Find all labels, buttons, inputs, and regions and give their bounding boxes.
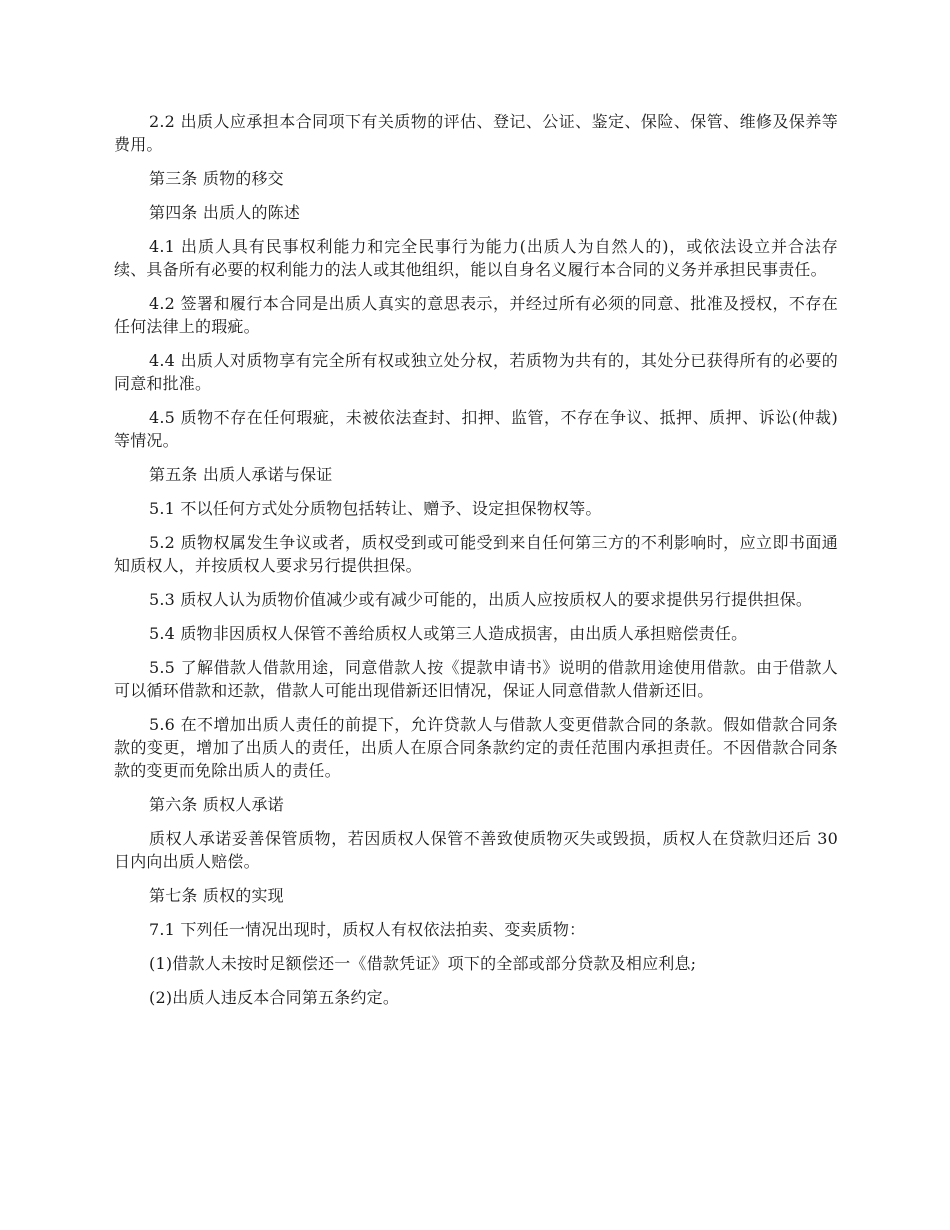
clause-7-1-item-2: (2)出质人违反本合同第五条约定。 xyxy=(149,988,400,1007)
clause-4-2: 4.2 签署和履行本合同是出质人真实的意思表示，并经过所有必须的同意、批准及授权，不存在任何法律上的瑕疵。 xyxy=(114,294,838,336)
clause-4-1: 4.1 出质人具有民事权利能力和完全民事行为能力(出质人为自然人的)，或依法设立并合法存续、具备所有必要的权利能力的法人或其他组织，能以自身名义履行本合同的义务并承担民事责任。 xyxy=(114,237,838,279)
clause-7-1: 7.1 下列任一情况出现时，质权人有权依法拍卖、变卖质物： xyxy=(149,920,586,939)
article-3-heading: 第三条 质物的移交 xyxy=(149,169,284,188)
article-5-heading: 第五条 出质人承诺与保证 xyxy=(149,465,333,484)
article-7-heading: 第七条 质权的实现 xyxy=(149,886,284,905)
clause-2-2: 2.2 出质人应承担本合同项下有关质物的评估、登记、公证、鉴定、保险、保管、维修及保养等费用。 xyxy=(114,112,838,154)
clause-5-3: 5.3 质权人认为质物价值减少或有减少可能的，出质人应按质权人的要求提供另行提供担保。 xyxy=(149,590,813,609)
clause-5-4: 5.4 质物非因质权人保管不善给质权人或第三人造成损害，由出质人承担赔偿责任。 xyxy=(149,624,748,643)
article-6-heading: 第六条 质权人承诺 xyxy=(149,795,284,814)
article-4-heading: 第四条 出质人的陈述 xyxy=(149,203,301,222)
article-6-body: 质权人承诺妥善保管质物，若因质权人保管不善致使质物灭失或毁损，质权人在贷款归还后 30 日内向出质人赔偿。 xyxy=(114,829,838,871)
clause-4-5: 4.5 质物不存在任何瑕疵，未被依法查封、扣押、监管，不存在争议、抵押、质押、诉讼(仲裁)等情况。 xyxy=(114,408,838,450)
clause-5-1: 5.1 不以任何方式处分质物包括转让、赠予、设定担保物权等。 xyxy=(149,499,602,518)
clause-5-2: 5.2 质物权属发生争议或者，质权受到或可能受到来自任何第三方的不利影响时，应立即书面通知质权人，并按质权人要求另行提供担保。 xyxy=(114,533,838,575)
document-body xyxy=(114,110,838,1020)
clause-5-6: 5.6 在不增加出质人责任的前提下，允许贷款人与借款人变更借款合同的条款。假如借款合同条款的变更，增加了出质人的责任，出质人在原合同条款约定的责任范围内承担责任。不因借款合同条款的变更而免除出质人的责任。 xyxy=(114,715,838,780)
clause-4-4: 4.4 出质人对质物享有完全所有权或独立处分权，若质物为共有的，其处分已获得所有的必要的同意和批准。 xyxy=(114,351,838,393)
clause-7-1-item-1: (1)借款人未按时足额偿还一《借款凭证》项下的全部或部分贷款及相应利息; xyxy=(149,954,697,973)
clause-5-5: 5.5 了解借款人借款用途，同意借款人按《提款申请书》说明的借款用途使用借款。由于借款人可以循环借款和还款，借款人可能出现借新还旧情况，保证人同意借款人借新还旧。 xyxy=(114,658,838,700)
